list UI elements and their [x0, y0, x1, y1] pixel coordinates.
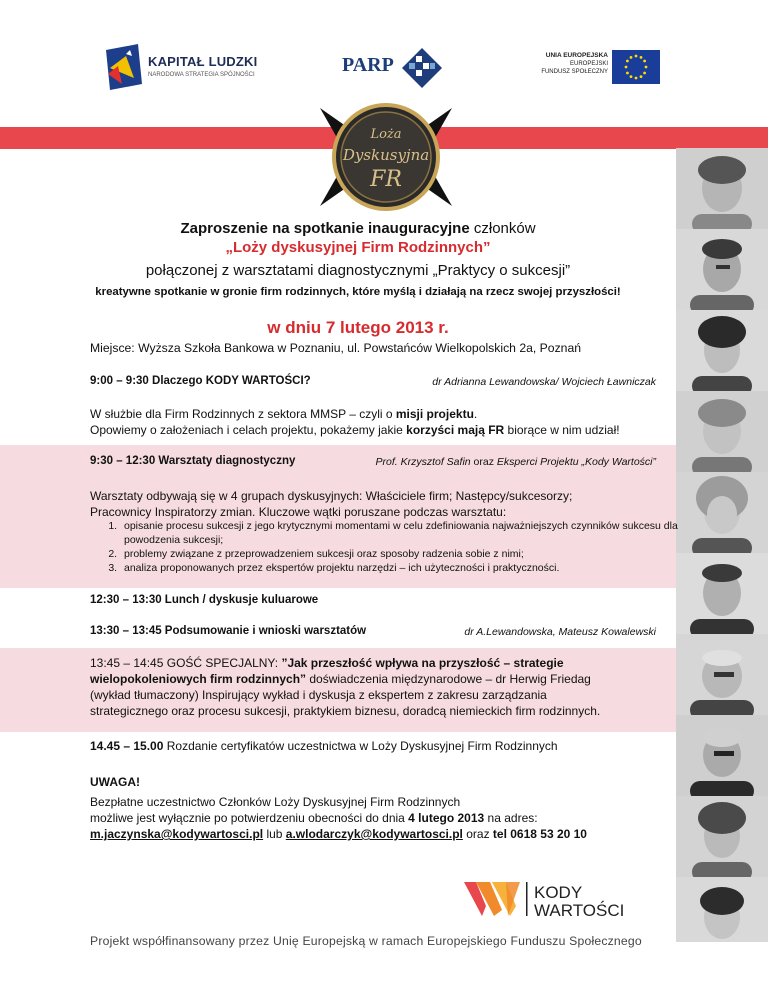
- email-link-2[interactable]: a.wlodarczyk@kodywartosci.pl: [285, 827, 463, 841]
- portrait-icon: [676, 229, 768, 310]
- portrait-icon: [676, 553, 768, 634]
- desc-text: Opowiemy o założeniach i celach projektu, pokażemy jakie: [90, 423, 407, 437]
- portrait-icon: [676, 391, 768, 472]
- emblem-text-1: Loża: [370, 127, 402, 142]
- kapital-ludzki-subtitle: NARODOWA STRATEGIA SPÓJNOŚCI: [148, 72, 255, 78]
- agenda-slot-2-description: [90, 488, 676, 520]
- portrait-icon: [676, 715, 768, 796]
- eu-text: [530, 52, 608, 76]
- event-place: Miejsce: Wyższa Szkoła Bankowa w Poznaniu, ul. Powstańców Wielkopolskich 2a, Poznań: [90, 341, 581, 355]
- emblem-text-3: FR: [370, 167, 402, 192]
- portrait-icon: [676, 310, 768, 391]
- speaker-photo: [676, 310, 768, 391]
- desc-bold: korzyści mają FR: [406, 423, 505, 437]
- notice-text: lub: [263, 827, 286, 841]
- slot-text: Rozdanie certyfikatów uczestnictwa w Loży Dyskusyjnej Firm Rodzinnych: [163, 739, 558, 753]
- speaker-conj: oraz: [470, 456, 497, 468]
- slot-text: (wykład tłumaczony) Inspirujący wykład i dyskusja z ekspertem z zakresu zarządzania: [90, 688, 547, 702]
- notice-body: [90, 794, 676, 842]
- emblem-text-2: Dyskusyjna: [342, 146, 430, 164]
- slot-bold: ”Jak przeszłość wpływa na przyszłość – strategie: [281, 656, 564, 670]
- slot-bold: wielopokoleniowych firm rodzinnych”: [90, 672, 307, 686]
- combined-workshop-line: połączonej z warsztatami diagnostycznymi „Praktycy o sukcesji”: [145, 262, 571, 279]
- eu-line1: UNIA EUROPEJSKA: [545, 52, 608, 59]
- agenda-slot-1-time: 9:00 – 9:30 Dlaczego KODY WARTOŚCI?: [90, 375, 311, 387]
- event-date: w dniu 7 lutego 2013 r.: [267, 318, 449, 337]
- speaker-photo: [676, 877, 768, 942]
- speaker-photo: [676, 472, 768, 553]
- list-item: 2. problemy związane z przeprowadzeniem sukcesji oraz sposoby radzenia sobie z nimi;: [120, 547, 680, 561]
- slot-text: doświadczenia międzynarodowe – dr Herwig Friedag: [306, 672, 591, 686]
- eu-logo: [530, 50, 660, 86]
- photo-column: [676, 148, 768, 942]
- loza-dyskusyjna-emblem-icon: [300, 96, 472, 218]
- slot-bold: 14.45 – 15.00: [90, 739, 164, 753]
- desc-bold: misji projektu: [395, 407, 474, 421]
- notice-text: oraz: [462, 827, 493, 841]
- speaker-photo: [676, 553, 768, 634]
- agenda-slot-2-speaker: [330, 456, 656, 468]
- parp-text: PARP: [342, 54, 394, 76]
- notice-title: UWAGA!: [90, 775, 140, 789]
- slot-text: 13:45 – 14:45 GOŚĆ SPECJALNY:: [90, 656, 282, 670]
- speaker-photo: [676, 391, 768, 472]
- desc-text: W służbie dla Firm Rodzinnych z sektora MMSP – czyli o: [90, 407, 396, 421]
- wartosci-text: WARTOŚCI: [534, 901, 625, 920]
- invitation-bold: Zaproszenie na spotkanie inauguracyjne: [180, 220, 470, 237]
- phone-number: tel 0618 53 20 10: [492, 827, 587, 841]
- speaker-photo: [676, 715, 768, 796]
- eu-line2: EUROPEJSKI: [569, 61, 608, 67]
- speaker-photo: [676, 229, 768, 310]
- creative-meeting-line: kreatywne spotkanie w gronie firm rodzinnych, które myślą i działają na rzecz swojej przyszłości!: [95, 286, 621, 298]
- desc-line: Warsztaty odbywają się w 4 grupach dyskusyjnych: Właściciele firm; Następcy/sukcesorzy;: [90, 489, 573, 503]
- agenda-slot-2-time: 9:30 – 12:30 Warsztaty diagnostyczny: [90, 455, 296, 467]
- email-link-1[interactable]: m.jaczynska@kodywartosci.pl: [90, 827, 264, 841]
- speaker-photo: [676, 796, 768, 877]
- portrait-icon: [676, 877, 768, 942]
- agenda-slot-4-speaker: dr A.Lewandowska, Mateusz Kowalewski: [464, 626, 656, 638]
- invitation-rest: członków: [469, 220, 536, 237]
- agenda-slot-6: [90, 738, 676, 754]
- logo-divider: [526, 882, 528, 916]
- list-item: 3. analiza proponowanych przez ekspertów projektu narzędzi – ich użyteczności i praktyczności.: [120, 561, 680, 575]
- list-item: 1. opisanie procesu sukcesji z jego krytycznymi momentami w celu zdefiniowania najważniejszych czynników sukcesu dla powodzenia sukcesji;: [120, 519, 680, 547]
- desc-line: Pracownicy Inspiratorzy zmian. Kluczowe wątki poruszane podczas warsztatu:: [90, 505, 507, 519]
- kapital-ludzki-mark-icon: [104, 44, 144, 90]
- parp-logo: [342, 48, 442, 88]
- slot-text: strategicznego oraz procesu sukcesji, praktykiem biznesu, doradcą niemieckich firm rodzinnych.: [90, 704, 601, 718]
- speaker-name: Eksperci Projektu „Kody Wartości”: [496, 456, 656, 468]
- eu-flag-icon: [612, 50, 660, 84]
- agenda-slot-4-time: 13:30 – 13:45 Podsumowanie i wnioski warsztatów: [90, 625, 367, 637]
- invitation-line: [40, 220, 676, 237]
- desc-text: .: [473, 407, 478, 421]
- agenda-slot-3-time: 12:30 – 13:30 Lunch / dyskusje kuluarowe: [90, 594, 319, 606]
- agenda-slot-1-description: [90, 406, 676, 438]
- kapital-ludzki-logo: [104, 44, 258, 92]
- lodge-name: „Loży dyskusyjnej Firm Rodzinnych”: [225, 239, 491, 256]
- kody-text: KODY: [534, 883, 583, 902]
- agenda-slot-5: [90, 655, 676, 719]
- portrait-icon: [676, 634, 768, 715]
- eu-line3: FUNDUSZ SPOŁECZNY: [541, 69, 608, 75]
- kody-wartosci-logo: [462, 876, 642, 922]
- portrait-icon: [676, 796, 768, 877]
- footer-cofinancing-note: Projekt współfinansowany przez Unię Europejską w ramach Europejskiego Funduszu Społecznego: [90, 934, 642, 948]
- speaker-photo: [676, 148, 768, 229]
- notice-bold: 4 lutego 2013: [408, 811, 485, 825]
- portrait-icon: [676, 148, 768, 229]
- speaker-name: Prof. Krzysztof Safin: [375, 456, 471, 468]
- parp-mark-icon: [402, 48, 442, 88]
- notice-line: Bezpłatne uczestnictwo Członków Loży Dyskusyjnej Firm Rodzinnych: [90, 795, 461, 809]
- agenda-slot-1-speaker: dr Adrianna Lewandowska/ Wojciech Ławniczak: [432, 376, 656, 388]
- speaker-photo: [676, 634, 768, 715]
- notice-text: na adres:: [484, 811, 538, 825]
- notice-text: możliwe jest wyłącznie po potwierdzeniu obecności do dnia: [90, 811, 409, 825]
- desc-text: biorące w nim udział!: [504, 423, 620, 437]
- workshop-topics-list: [90, 519, 680, 575]
- kapital-ludzki-title: KAPITAŁ LUDZKI: [148, 54, 258, 69]
- portrait-icon: [676, 472, 768, 553]
